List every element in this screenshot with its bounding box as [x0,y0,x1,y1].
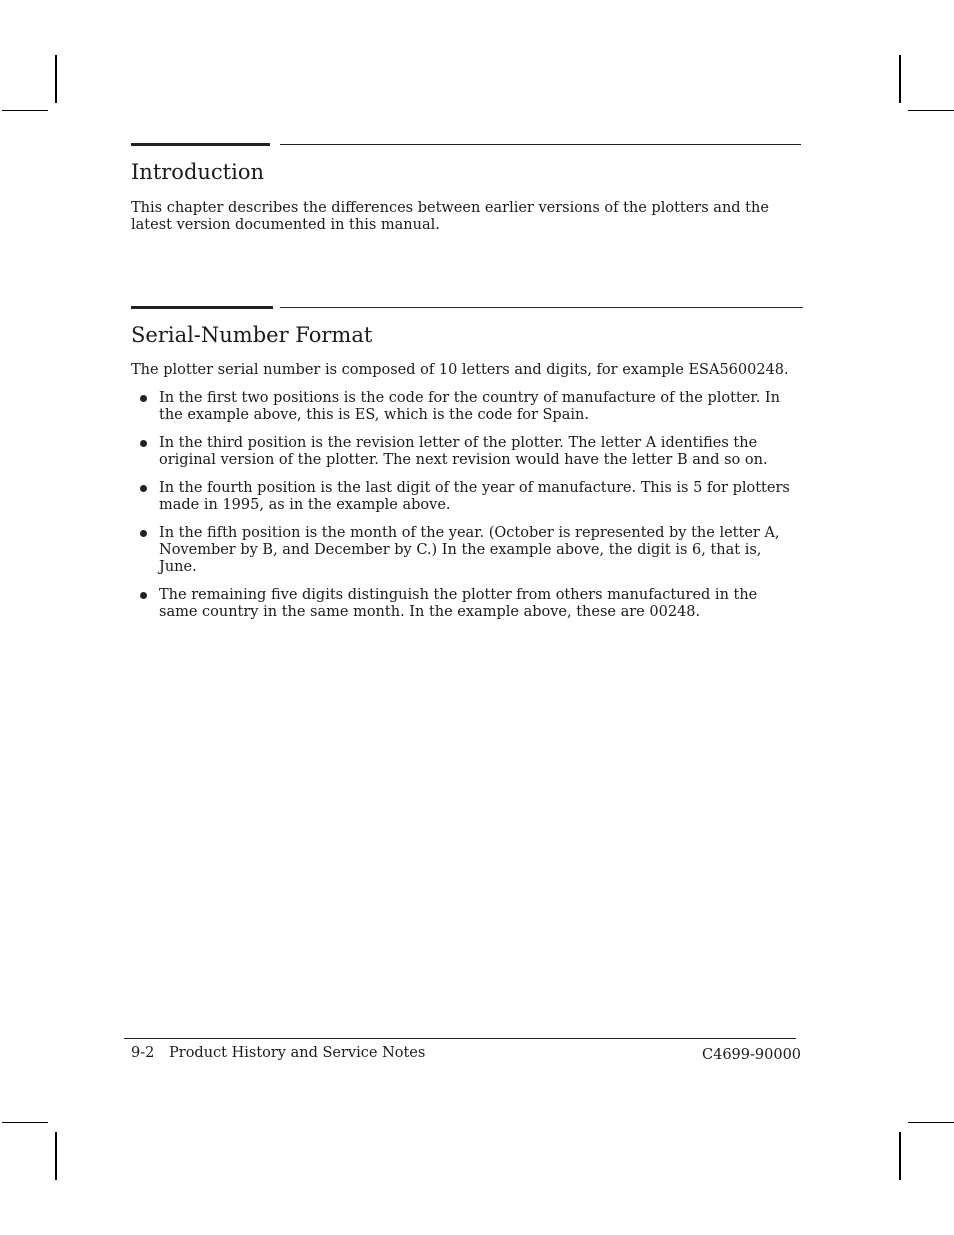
section-title-introduction: Introduction [131,160,264,184]
section-rule-thick [131,143,270,146]
list-item-text: In the first two positions is the code for the country of manufacture of the plotter. In the example above, this is ES, which is the code for Spain. [159,390,780,423]
crop-mark-bottom-right-vertical [899,1132,901,1180]
list-item-text: In the fourth position is the last digit of the year of manufacture. This is 5 for plotters made in 1995, as in the example above. [159,480,790,513]
bullet-icon [140,485,147,492]
section-rule-thick [131,306,273,309]
bullet-icon [140,440,147,447]
bullet-icon [140,530,147,537]
serial-number-bullet-list [131,390,796,632]
crop-mark-bottom-left-vertical [55,1132,57,1180]
crop-mark-top-left-vertical [55,55,57,103]
list-item-text: The remaining five digits distinguish the plotter from others manufactured in the same country in the same month. In the example above, these are 00248. [159,587,758,620]
footer-title: Product History and Service Notes [169,1045,426,1061]
list-item-text: In the fifth position is the month of the year. (October is represented by the letter A, November by B, and December by C.) In the example above, the digit is 6, that is, June. [159,525,780,575]
section-title-serial-number-format: Serial-Number Format [131,323,373,347]
list-item [131,435,796,469]
serial-number-paragraph: The plotter serial number is composed of 10 letters and digits, for example ESA5600248. [131,362,789,378]
list-item [131,587,796,621]
crop-mark-top-right-vertical [899,55,901,103]
introduction-paragraph: This chapter describes the differences between earlier versions of the plotters and the latest version documented in this manual. [131,200,769,233]
crop-mark-top-right-horizontal [908,110,954,111]
footer-rule [124,1038,796,1039]
bullet-icon [140,592,147,599]
footer-part-number: C4699-90000 [702,1047,802,1063]
bullet-icon [140,395,147,402]
footer-page-number: 9-2 [131,1045,155,1061]
crop-mark-bottom-right-horizontal [908,1122,954,1123]
list-item [131,390,796,424]
list-item-text: In the third position is the revision letter of the plotter. The letter A identifies the original version of the plotter. The next revision would have the letter B and so on. [159,435,768,468]
section-rule-thin [280,307,803,308]
list-item [131,525,796,576]
crop-mark-top-left-horizontal [2,110,48,111]
section-rule-thin [280,144,801,145]
list-item [131,480,796,514]
crop-mark-bottom-left-horizontal [2,1122,48,1123]
